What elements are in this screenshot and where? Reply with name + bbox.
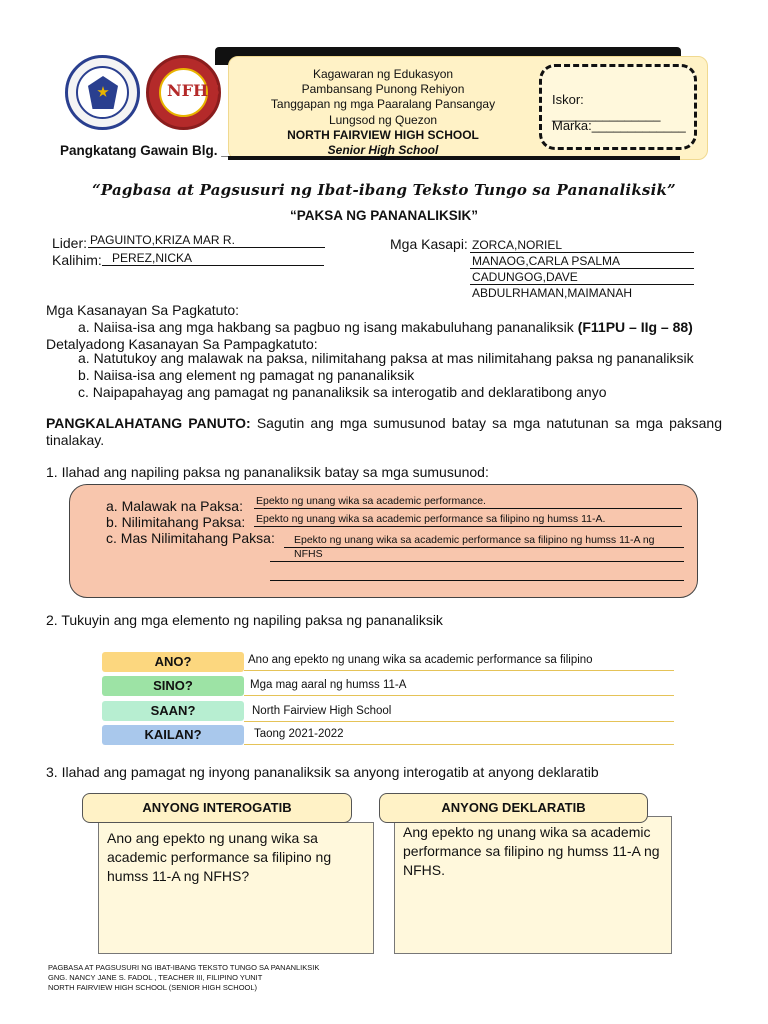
instructions-text: Sagutin ang mga sumusunod batay sa mga natutunan sa mga paksang tinalakay. [46,415,722,448]
members-label: Mga Kasapi: [390,236,468,252]
declarative-answer[interactable]: Ang epekto ng unang wika sa academic performance sa filipino ng humss 11-A ng NFHS. [394,816,672,954]
element-tag-sino: SINO? [102,676,244,696]
instructions-label: PANGKALAHATANG PANUTO: [46,415,251,431]
secretary-field[interactable]: PEREZ,NICKA [102,251,324,266]
footer [48,963,319,993]
nfhs-seal-icon: NFHS [146,55,221,130]
element-value-sino[interactable]: Mga mag aaral ng humss 11-A [244,676,674,696]
section3-question: 3. Ilahad ang pamagat ng inyong pananaliksik sa anyong interogatib at anyong deklaratib [46,764,599,780]
section2-question: 2. Tukuyin ang mga elemento ng napiling paksa ng pananaliksik [46,612,443,628]
objective-item-a [78,319,693,336]
detail-objectives-heading: Detalyadong Kasanayan Sa Pampagkatuto: [46,336,318,352]
footer-line-2: GNG. NANCY JANE S. FADOL , TEACHER III, FILIPINO YUNIT [48,973,263,982]
broad-topic-label: a. Malawak na Paksa: [106,498,243,514]
deped-seal-icon [65,55,140,130]
header-line-1: Kagawaran ng Edukasyon [312,67,454,81]
footer-line-3: NORTH FAIRVIEW HIGH SCHOOL (SENIOR HIGH SCHOOL) [48,983,258,992]
grade-field[interactable]: Marka:_____________ [552,118,686,133]
section1-question: 1. Ilahad ang napiling paksa ng pananaliksik batay sa mga sumusunod: [46,464,489,480]
narrower-topic-blank-line[interactable] [270,567,684,581]
school-division: Senior High School [327,143,439,158]
narrower-topic-field[interactable]: Epekto ng unang wika sa academic performance sa filipino ng humss 11-A ng [284,533,684,548]
limited-topic-label: b. Nilimitahang Paksa: [106,514,246,530]
group-number-field[interactable]: Pangkatang Gawain Blg. ________ [60,143,282,158]
element-value-kailan[interactable]: Taong 2021-2022 [244,725,674,745]
member-field-3[interactable]: CADUNGOG,DAVE [470,270,694,285]
declarative-heading: ANYONG DEKLARATIB [379,793,648,823]
school-name: NORTH FAIRVIEW HIGH SCHOOL [287,127,479,142]
element-tag-kailan: KAILAN? [102,725,244,745]
member-field-4[interactable]: ABDULRHAMAN,MAIMANAH [472,286,633,300]
narrower-topic-label: c. Mas Nilimitahang Paksa: [106,530,275,546]
detail-item-c: c. Naipapahayag ang pamagat ng pananaliksik sa interogatib and deklaratibong anyo [78,384,607,400]
element-value-saan[interactable]: North Fairview High School [244,702,674,722]
interrogative-heading: ANYONG INTEROGATIB [82,793,352,823]
general-instructions [46,415,722,449]
secretary-label: Kalihim: [52,252,102,268]
broad-topic-field[interactable]: Epekto ng unang wika sa academic performance. [254,494,682,509]
element-value-ano[interactable]: Ano ang epekto ng unang wika sa academic performance sa filipino [244,651,674,671]
score-field[interactable]: Iskor: _______________ [552,92,661,122]
header-line-4: Lungsod ng Quezon [328,112,438,127]
footer-line-1: PAGBASA AT PAGSUSURI NG IBAT-IBANG TEKSTO TUNGO SA PANANLIKSIK [48,963,320,972]
element-tag-ano: ANO? [102,652,244,672]
narrower-topic-field-2[interactable]: NFHS [270,547,684,562]
leader-label: Lider: [52,235,88,251]
limited-topic-field[interactable]: Epekto ng unang wika sa academic performance sa filipino ng humss 11-A. [254,512,682,527]
page-subtitle: “PAKSA NG PANANALIKSIK” [289,208,478,223]
header-line-3: Tanggapan ng mga Paaralang Pansangay [270,97,496,112]
objective-item-a-text: a. Naiisa-isa ang mga hakbang sa pagbuo ng isang makabuluhang pananaliksik [78,319,574,335]
objectives-heading: Mga Kasanayan Sa Pagkatuto: [46,302,240,318]
header-line-2: Pambansang Punong Rehiyon [301,82,465,97]
page-title: “Pagbasa at Pagsusuri ng Ibat-ibang Teksto Tungo sa Pananaliksik” [92,181,676,199]
detail-item-b: b. Naiisa-isa ang element ng pamagat ng pananaliksik [78,367,415,383]
member-field-1[interactable]: ZORCA,NORIEL [470,238,694,253]
header-text [238,67,528,158]
member-field-2[interactable]: MANAOG,CARLA PSALMA [470,254,694,269]
leader-field[interactable]: PAGUINTO,KRIZA MAR R. [88,233,325,248]
score-box [539,64,697,150]
element-tag-saan: SAAN? [102,701,244,721]
objective-code: (F11PU – IIg – 88) [577,319,693,335]
interrogative-answer[interactable]: Ano ang epekto ng unang wika sa academic performance sa filipino ng humss 11-A ng NFHS? [98,822,374,954]
detail-item-a: a. Natutukoy ang malawak na paksa, nilimitahang paksa at mas nilimitahang paksa ng pananaliksik [78,350,694,366]
